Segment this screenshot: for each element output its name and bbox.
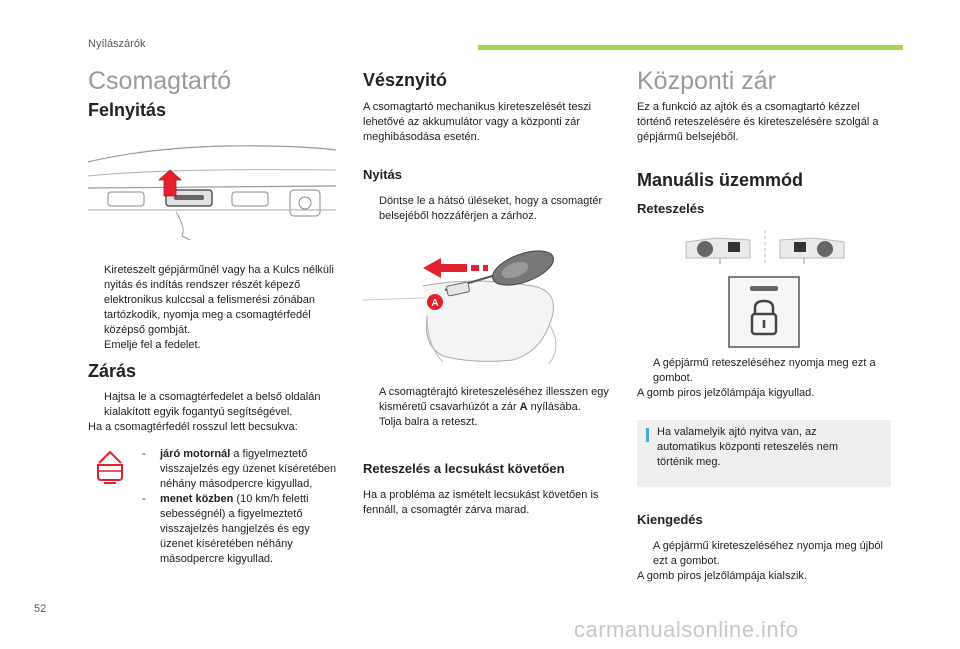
open-instructions — [363, 194, 618, 224]
open-trunk-warning-icon — [93, 447, 127, 485]
screwdriver-lock-illustration — [363, 246, 619, 370]
opening-heading: Felnyitás — [88, 100, 167, 120]
list-item: Emelje fel a fedelet. — [104, 339, 201, 351]
trunk-title: Csomagtartó — [88, 67, 232, 95]
unlocking-instructions — [637, 539, 892, 584]
central-lock-button-icon — [728, 276, 800, 348]
info-text: Ha valamelyik ajtó nyitva van, az automatikus központi reteszelés nem történik meg. — [657, 426, 838, 468]
tailgate-illustration — [86, 140, 338, 248]
list-item: A csomagtérajtó kireteszeléséhez illesszen egy kisméretű csavarhúzót a zár A nyílásába. — [379, 386, 609, 413]
page-number: 52 — [34, 603, 47, 615]
relock-heading: Reteszelés a lecsukást követően — [363, 461, 565, 476]
open-subheading: Nyitás — [363, 167, 403, 182]
info-box — [637, 420, 891, 487]
manual-mode-heading: Manuális üzemmód — [637, 170, 804, 190]
header-accent-bar — [478, 45, 903, 50]
lock-label-a: A — [431, 298, 439, 309]
unlocking-note: A gomb piros jelzőlámpája kialszik. — [637, 570, 807, 582]
watermark: carmanualsonline.info — [574, 617, 799, 642]
list-item: A gépjármű kireteszeléséhez nyomja meg újból ezt a gombot. — [653, 540, 883, 567]
info-icon — [646, 428, 649, 442]
warning-conditions — [142, 447, 338, 567]
relock-text: Ha a probléma az ismételt lecsukást követően is fennáll, a csomagtér zárva marad. — [363, 489, 599, 516]
list-item: Döntse le a hátsó üléseket, hogy a csomagtér belsejéből hozzáférjen a zárhoz. — [379, 195, 603, 222]
list-item: - menet közben (10 km/h feletti sebességnél) a figyelmeztető visszajelzés hangjelzés és egy üzenet kíséretében néhány másodpercre kigyullad. — [142, 493, 310, 565]
list-item: Tolja balra a reteszt. — [379, 416, 478, 428]
section-header: Nyílászárók — [88, 38, 146, 50]
closing-instructions — [88, 390, 338, 435]
release-instructions — [363, 385, 618, 430]
central-locking-title: Központi zár — [637, 67, 776, 95]
central-locking-intro: Ez a funkció az ajtók és a csomagtartó kézzel történő reteszelésére és kireteszelésére szolgál a gépjármű belsejéből. — [637, 101, 879, 143]
dashboard-button-location-illustration — [680, 228, 850, 268]
closing-note: Ha a csomagtérfedél rosszul lett becsukva: — [88, 421, 298, 433]
list-item: Kireteszelt gépjárműnél vagy ha a Kulcs nélküli nyitás és indítás rendszer részét képező elektronikus kulccsal a felismerési zónában tartózkodik, nyomja meg a csomagtérfedél középső gombját. — [104, 264, 334, 336]
list-item: Hajtsa le a csomagtérfedelet a belső oldalán kialakított egyik fogantyú segítségével. — [104, 391, 321, 418]
locking-instructions — [637, 356, 892, 401]
emergency-intro: A csomagtartó mechanikus kireteszelését teszi lehetővé az akkumulátor vagy a központi zár meghibásodása esetén. — [363, 101, 592, 143]
list-item: - járó motornál a figyelmeztető visszajelzés egy üzenet kíséretében néhány másodpercre kigyullad, — [142, 448, 337, 490]
unlocking-subheading: Kiengedés — [637, 512, 703, 527]
opening-instructions — [88, 263, 338, 353]
locking-note: A gomb piros jelzőlámpája kigyullad. — [637, 387, 815, 399]
list-item: A gépjármű reteszeléséhez nyomja meg ezt a gombot. — [653, 357, 876, 384]
closing-heading: Zárás — [88, 361, 137, 381]
locking-subheading: Reteszelés — [637, 201, 705, 216]
emergency-release-heading: Vésznyitó — [363, 70, 448, 90]
